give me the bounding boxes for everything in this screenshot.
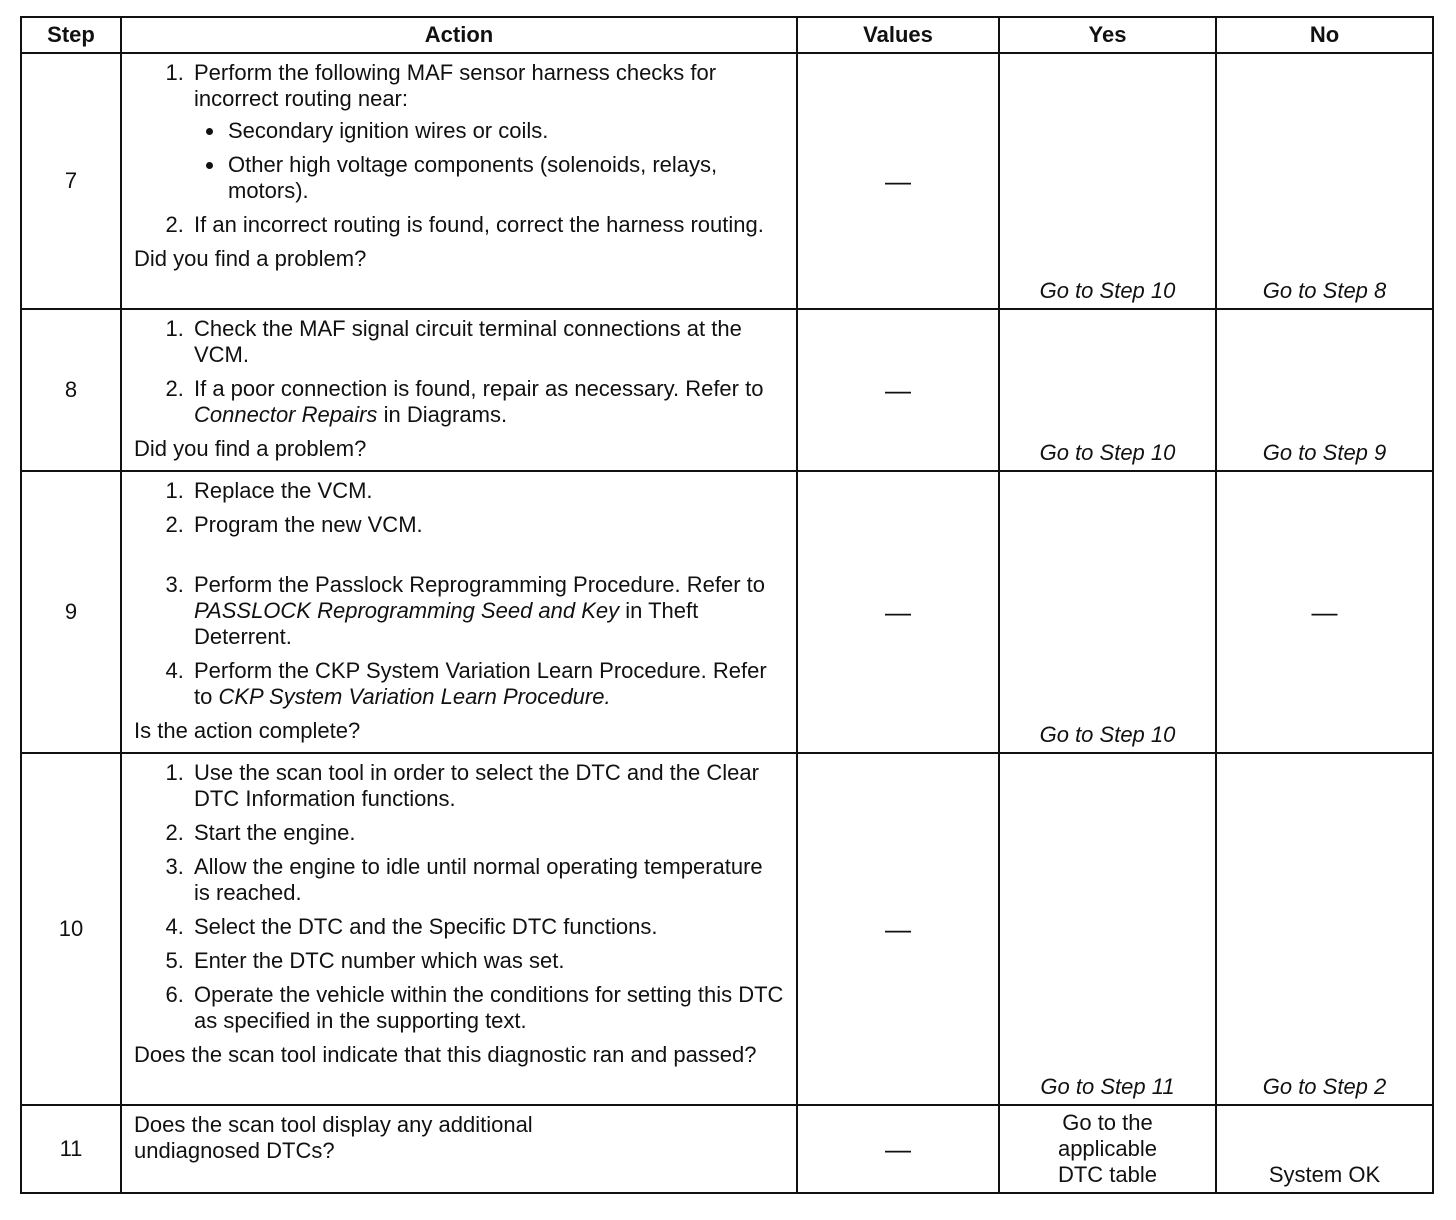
list-item: 2. If an incorrect routing is found, correct the harness routing. (190, 212, 784, 238)
step-number: 8 (21, 309, 121, 471)
yes-cell (999, 1105, 1216, 1193)
list-item: 3. Allow the engine to idle until normal operating temperature is reached. (190, 854, 784, 906)
list-item: 5. Enter the DTC number which was set. (190, 948, 784, 974)
header-yes: Yes (999, 17, 1216, 53)
action-text: If a poor connection is found, repair as necessary. Refer to (194, 376, 764, 401)
action-cell (121, 1105, 797, 1193)
question: Is the action complete? (134, 718, 361, 743)
action-list (134, 760, 784, 1034)
values-cell: — (797, 53, 999, 309)
no-cell: Go to Step 9 (1216, 309, 1433, 471)
table-row (21, 1105, 1433, 1193)
bullet-item: • Other high voltage components (solenoids, relays, motors). (226, 152, 784, 204)
action-cell (121, 753, 797, 1105)
list-item: 1. Use the scan tool in order to select the DTC and the Clear DTC Information functions. (190, 760, 784, 812)
values-cell: — (797, 1105, 999, 1193)
list-item: 1. Replace the VCM. (190, 478, 784, 504)
action-cell (121, 471, 797, 753)
action-text: Perform the Passlock Reprogramming Procedure. Refer to (194, 572, 766, 597)
action-cell (121, 53, 797, 309)
no-cell: Go to Step 8 (1216, 53, 1433, 309)
action-cell (121, 309, 797, 471)
reference-manual: Diagrams. (406, 402, 508, 427)
diagnostic-table (20, 16, 1434, 1194)
question: Did you find a problem? (134, 436, 367, 461)
header-action: Action (121, 17, 797, 53)
question: Does the scan tool indicate that this diagnostic ran and passed? (134, 1042, 757, 1067)
reference-title: PASSLOCK Reprogramming Seed and Key (194, 598, 620, 623)
list-item (190, 60, 784, 204)
values-cell: — (797, 471, 999, 753)
list-item: 2. Start the engine. (190, 820, 784, 846)
header-values: Values (797, 17, 999, 53)
yes-cell: Go to Step 10 (999, 53, 1216, 309)
no-cell: Go to Step 2 (1216, 753, 1433, 1105)
action-text: in Theft Deterrent. (194, 598, 699, 649)
values-cell: — (797, 309, 999, 471)
action-text: Perform the following MAF sensor harness checks for incorrect routing near: (194, 60, 717, 111)
step-number: 11 (21, 1105, 121, 1193)
bullet-list (194, 118, 784, 204)
table-row (21, 753, 1433, 1105)
step-number: 10 (21, 753, 121, 1105)
header-row (21, 17, 1433, 53)
yes-cell: Go to Step 10 (999, 309, 1216, 471)
list-item: 1. Check the MAF signal circuit terminal connections at the VCM. (190, 316, 784, 368)
list-item: 6. Operate the vehicle within the conditions for setting this DTC as specified in the supporting text. (190, 982, 784, 1034)
header-no: No (1216, 17, 1433, 53)
no-cell: System OK (1216, 1105, 1433, 1193)
no-cell: — (1216, 471, 1433, 753)
yes-cell: Go to Step 11 (999, 753, 1216, 1105)
list-item (190, 658, 784, 710)
yes-text: Go to the applicable DTC table (1057, 1110, 1158, 1187)
list-item (190, 572, 784, 650)
step-number: 7 (21, 53, 121, 309)
reference-title: CKP System Variation Learn Procedure. (218, 684, 611, 709)
list-item: 4. Select the DTC and the Specific DTC functions. (190, 914, 784, 940)
table-row (21, 53, 1433, 309)
question: Does the scan tool display any additional undiagnosed DTCs? (134, 1112, 533, 1163)
action-text: Perform the CKP System Variation Learn Procedure. Refer to (194, 658, 767, 709)
values-cell: — (797, 753, 999, 1105)
question: Did you find a problem? (134, 246, 367, 271)
list-item (190, 376, 784, 428)
reference-title: Connector Repairs (194, 402, 378, 427)
action-list (134, 60, 784, 238)
table-row (21, 471, 1433, 753)
table-row (21, 309, 1433, 471)
action-list (134, 316, 784, 428)
yes-cell: Go to Step 10 (999, 471, 1216, 753)
header-step: Step (21, 17, 121, 53)
action-list (134, 478, 784, 710)
step-number: 9 (21, 471, 121, 753)
list-item: 2. Program the new VCM. (190, 512, 784, 538)
action-text: in (383, 402, 401, 427)
bullet-item: • Secondary ignition wires or coils. (226, 118, 784, 144)
